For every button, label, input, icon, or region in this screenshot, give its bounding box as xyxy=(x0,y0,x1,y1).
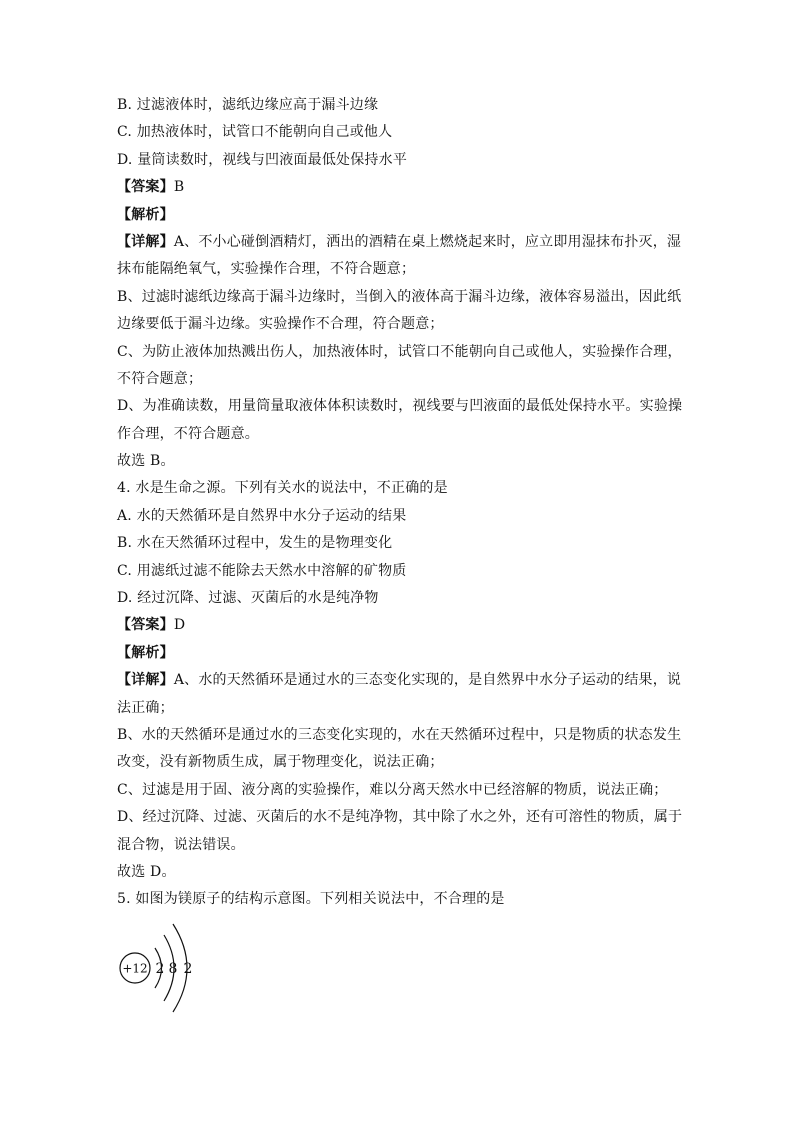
q4-option-a: A. 水的天然循环是自然界中水分子运动的结果 xyxy=(117,507,407,524)
q3-analysis-tag: 【解析】 xyxy=(117,206,174,223)
content-column xyxy=(117,92,687,914)
q3-detail-tag: 【详解】 xyxy=(117,233,174,250)
q4-option-c: C. 用滤纸过滤不能除去天然水中溶解的矿物质 xyxy=(117,562,407,579)
q4-answer-tag: 【答案】 xyxy=(117,617,174,634)
nucleus-charge: +12 xyxy=(122,961,148,976)
q3-option-c: C. 加热液体时，试管口不能朝向自己或他人 xyxy=(117,124,393,141)
q3-detail-text: C、为防止液体加热溅出伤人，加热液体时，试管口不能朝向自己或他人，实验操作合理， xyxy=(117,343,682,360)
q4-conclusion: 故选 D。 xyxy=(117,863,176,880)
magnesium-atom-structure-diagram xyxy=(112,916,212,1016)
atom-diagram-svg xyxy=(112,916,212,1016)
q4-detail-tag: 【详解】 xyxy=(117,672,174,689)
q3-detail-text: A、不小心碰倒酒精灯，洒出的酒精在桌上燃烧起来时，应立即用湿抹布扑灭，湿 xyxy=(173,233,682,250)
q4-detail-text: B、水的天然循环是通过水的三态变化实现的，水在天然循环过程中，只是物质的状态发生 xyxy=(117,726,682,743)
q5-stem: 5. 如图为镁原子的结构示意图。下列相关说法中，不合理的是 xyxy=(117,891,505,908)
shell-2-electrons: 8 xyxy=(168,961,178,977)
q4-option-d: D. 经过沉降、过滤、灭菌后的水是纯净物 xyxy=(117,590,379,607)
q4-detail-text: 法正确； xyxy=(117,699,174,716)
q3-option-b: B. 过滤液体时，滤纸边缘应高于漏斗边缘 xyxy=(117,97,379,113)
q3-detail-text: D、为准确读数，用量筒量取液体体积读数时，视线要与凹液面的最低处保持水平。实验操 xyxy=(117,398,683,415)
q3-detail-line xyxy=(117,229,687,256)
q4-detail-text: 改变，没有新物质生成，属于物理变化，说法正确； xyxy=(117,754,444,771)
q3-answer-tag: 【答案】 xyxy=(117,179,174,196)
q3-detail-text: 抹布能隔绝氧气，实验操作合理，不符合题意； xyxy=(117,261,416,278)
q3-answer-value: B xyxy=(173,179,185,196)
q3-conclusion: 故选 B。 xyxy=(117,453,175,470)
q4-detail-text: A、水的天然循环是通过水的三态变化实现的，是自然界中水分子运动的结果，说 xyxy=(173,672,682,689)
q3-answer-line xyxy=(117,174,687,201)
q3-detail-text: 边缘要低于漏斗边缘。实验操作不合理，符合题意； xyxy=(117,316,444,333)
shell-3-electrons: 2 xyxy=(183,961,193,977)
q3-detail-text: B、过滤时滤纸边缘高于漏斗边缘时，当倒入的液体高于漏斗边缘，液体容易溢出，因此纸 xyxy=(117,288,682,305)
q4-detail-line xyxy=(117,667,687,694)
q4-analysis-tag: 【解析】 xyxy=(117,644,174,661)
q4-detail-text: C、过滤是用于固、液分离的实验操作，难以分离天然水中已经溶解的物质，说法正确； xyxy=(117,781,668,798)
shell-1-electrons: 2 xyxy=(155,961,165,977)
q4-answer-value: D xyxy=(173,617,186,634)
q3-detail-text: 作合理，不符合题意。 xyxy=(117,425,259,442)
q4-answer-line xyxy=(117,612,687,639)
q4-detail-text: 混合物，说法错误。 xyxy=(117,836,245,853)
q4-option-b: B. 水在天然循环过程中，发生的是物理变化 xyxy=(117,535,393,552)
q3-option-d: D. 量筒读数时，视线与凹液面最低处保持水平 xyxy=(117,151,408,168)
q3-detail-text: 不符合题意； xyxy=(117,370,203,387)
q4-detail-text: D、经过沉降、过滤、灭菌后的水不是纯净物，其中除了水之外，还有可溶性的物质，属于 xyxy=(117,809,683,826)
q4-stem: 4. 水是生命之源。下列有关水的说法中，不正确的是 xyxy=(117,480,448,497)
